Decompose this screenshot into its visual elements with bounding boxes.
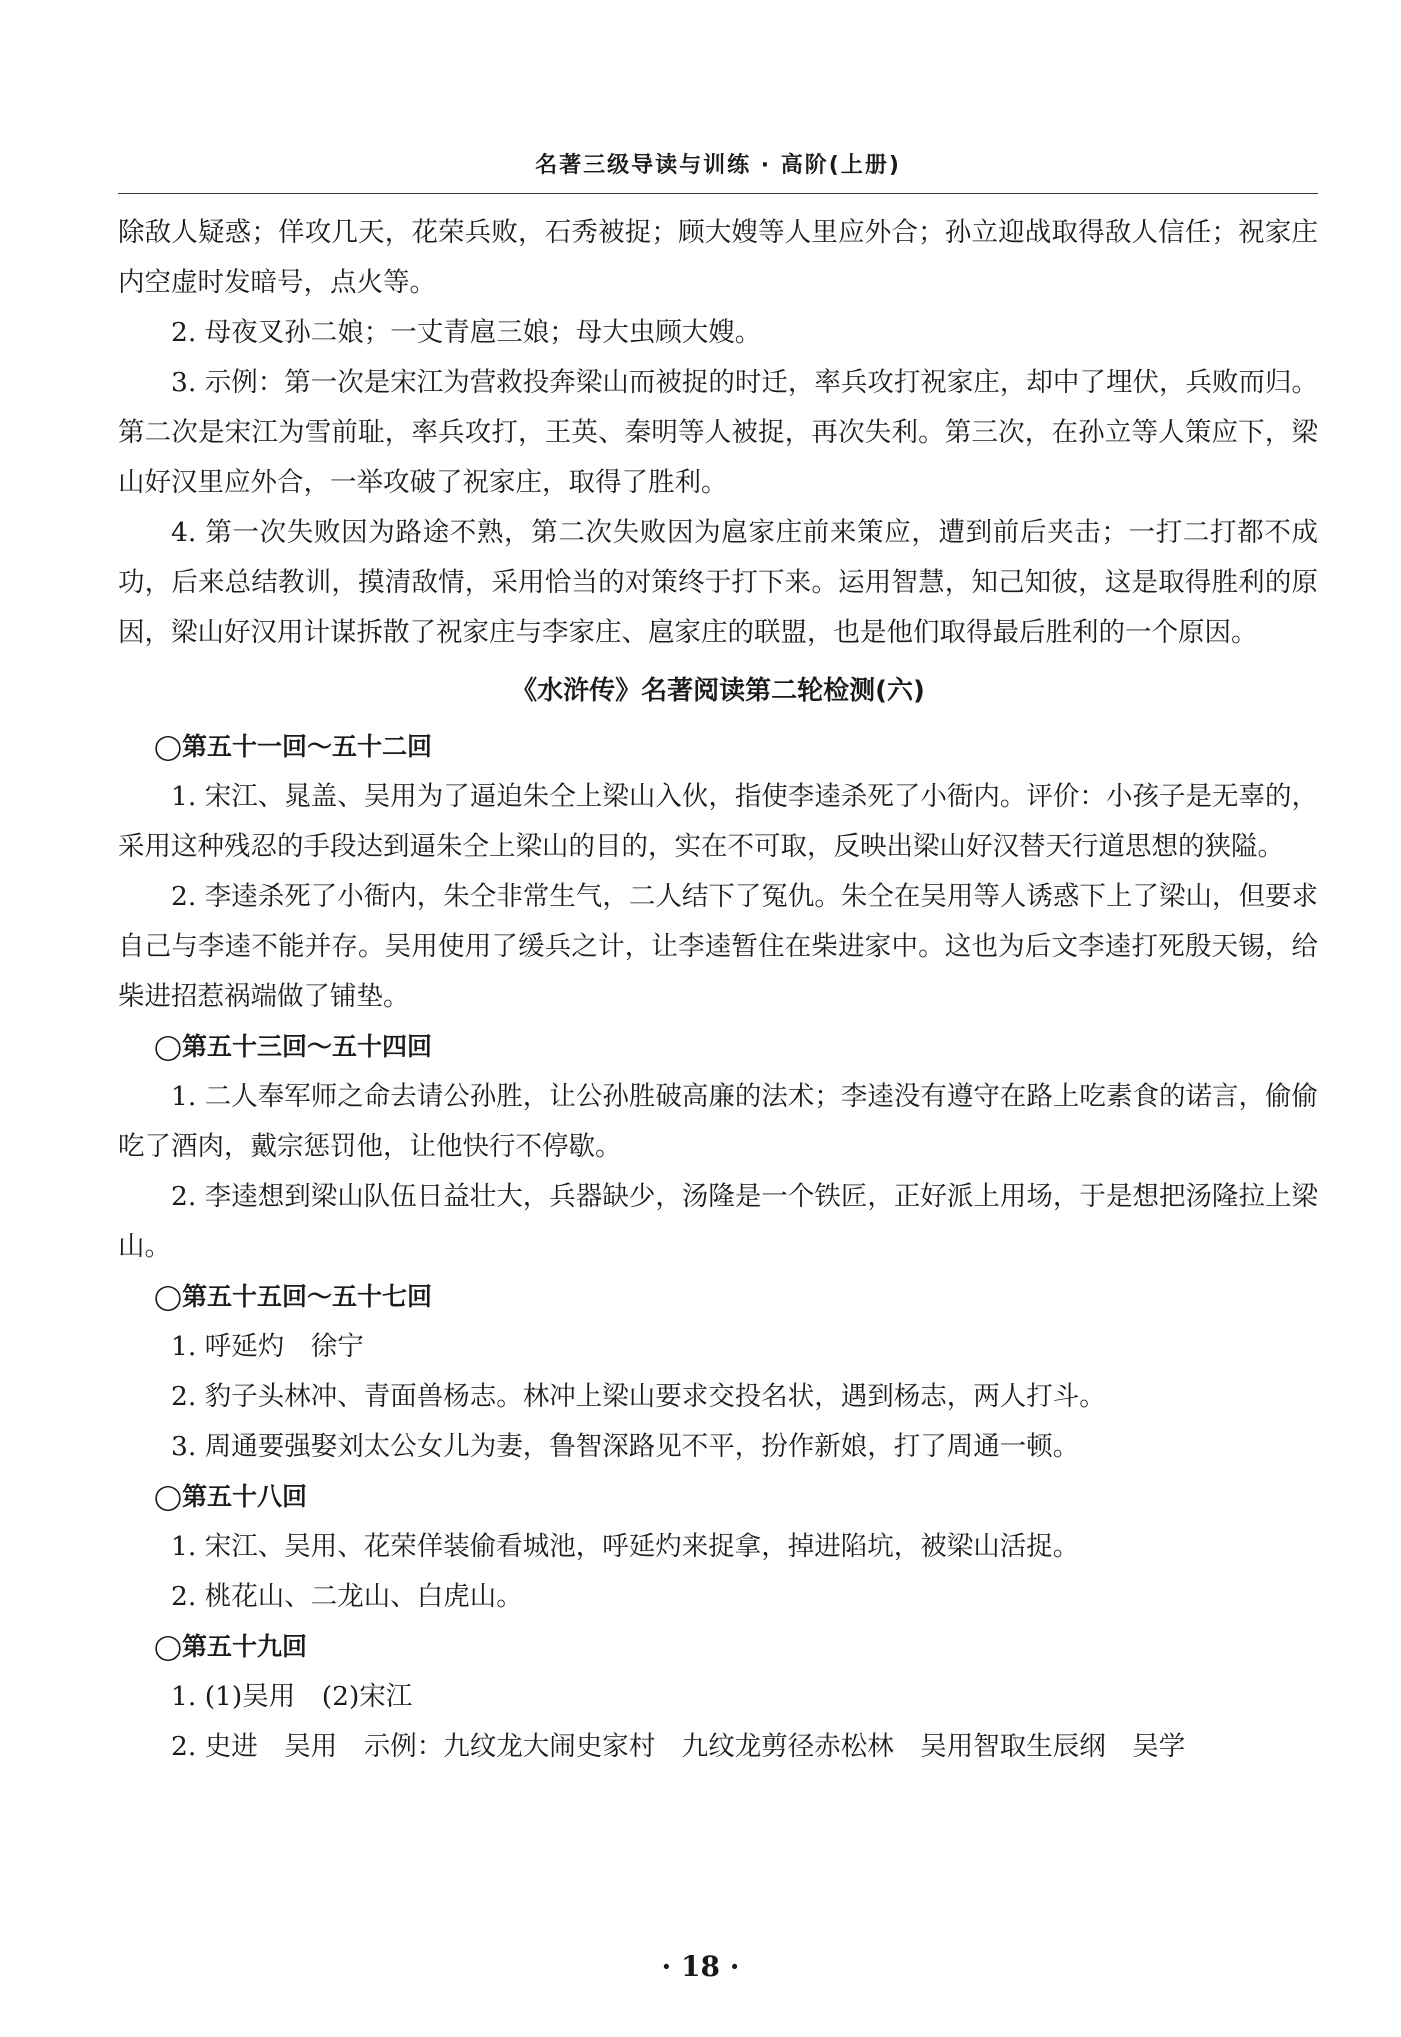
answer-paragraph: 1. (1)吴用 (2)宋江 (171, 1681, 413, 1712)
section-title: 《水浒传》名著阅读第二轮检测(六) (511, 676, 925, 706)
chapter-heading: ◯第五十五回～五十七回 (154, 1282, 432, 1311)
chapter-heading: ◯第五十九回 (154, 1632, 307, 1661)
answer-paragraph: 2. 李逵杀死了小衙内，朱仝非常生气，二人结下了冤仇。朱仝在吴用等人诱惑下上了梁山，但要求自己与李逵不能并存。吴用使用了缓兵之计，让李逵暂住在柴进家中。这也为后文李逵打死殷天锡，给柴进招惹祸端做了铺垫。 (118, 881, 1318, 1012)
answer-paragraph: 4. 第一次失败因为路途不熟，第二次失败因为扈家庄前来策应，遭到前后夹击；一打二打都不成功，后来总结教训，摸清敌情，采用恰当的对策终于打下来。运用智慧，知己知彼，这是取得胜利的原因，梁山好汉用计谋拆散了祝家庄与李家庄、扈家庄的联盟，也是他们取得最后胜利的一个原因。 (118, 517, 1318, 648)
chapter-heading: ◯第五十一回～五十二回 (154, 732, 432, 761)
answer-paragraph: 2. 桃花山、二龙山、白虎山。 (171, 1581, 523, 1612)
answer-paragraph: 3. 周通要强娶刘太公女儿为妻，鲁智深路见不平，扮作新娘，打了周通一顿。 (171, 1431, 1080, 1462)
answer-paragraph: 3. 示例：第一次是宋江为营救投奔梁山而被捉的时迁，率兵攻打祝家庄，却中了埋伏，兵败而归。第二次是宋江为雪前耻，率兵攻打，王英、秦明等人被捉，再次失利。第三次，在孙立等人策应下，梁山好汉里应外合，一举攻破了祝家庄，取得了胜利。 (118, 367, 1318, 498)
answer-paragraph: 2. 母夜叉孙二娘；一丈青扈三娘；母大虫顾大嫂。 (171, 317, 762, 348)
answer-paragraph: 1. 宋江、吴用、花荣佯装偷看城池，呼延灼来捉拿，掉进陷坑，被梁山活捉。 (171, 1531, 1080, 1562)
chapter-heading: ◯第五十三回～五十四回 (154, 1032, 432, 1061)
header-rule (118, 193, 1318, 194)
page-content (118, 208, 1318, 1772)
answer-paragraph: 2. 李逵想到梁山队伍日益壮大，兵器缺少，汤隆是一个铁匠，正好派上用场，于是想把汤隆拉上梁山。 (118, 1181, 1318, 1262)
answer-paragraph: 2. 史进 吴用 示例：九纹龙大闹史家村 九纹龙剪径赤松林 吴用智取生辰纲 吴学 (171, 1731, 1186, 1762)
chapter-heading: ◯第五十八回 (154, 1482, 307, 1511)
answer-paragraph: 1. 宋江、晁盖、吴用为了逼迫朱仝上梁山入伙，指使李逵杀死了小衙内。评价：小孩子是无辜的，采用这种残忍的手段达到逼朱仝上梁山的目的，实在不可取，反映出梁山好汉替天行道思想的狭隘。 (118, 781, 1318, 862)
answer-paragraph: 除敌人疑惑；佯攻几天，花荣兵败，石秀被捉；顾大嫂等人里应外合；孙立迎战取得敌人信任；祝家庄内空虚时发暗号，点火等。 (118, 217, 1318, 298)
page-number: · 18 · (661, 1950, 740, 1983)
answer-paragraph: 1. 二人奉军师之命去请公孙胜，让公孙胜破高廉的法术；李逵没有遵守在路上吃素食的诺言，偷偷吃了酒肉，戴宗惩罚他，让他快行不停歇。 (118, 1081, 1318, 1162)
running-header: 名著三级导读与训练 · 高阶(上册) (535, 153, 901, 178)
answer-paragraph: 1. 呼延灼 徐宁 (171, 1331, 364, 1362)
answer-paragraph: 2. 豹子头林冲、青面兽杨志。林冲上梁山要求交投名状，遇到杨志，两人打斗。 (171, 1381, 1106, 1412)
